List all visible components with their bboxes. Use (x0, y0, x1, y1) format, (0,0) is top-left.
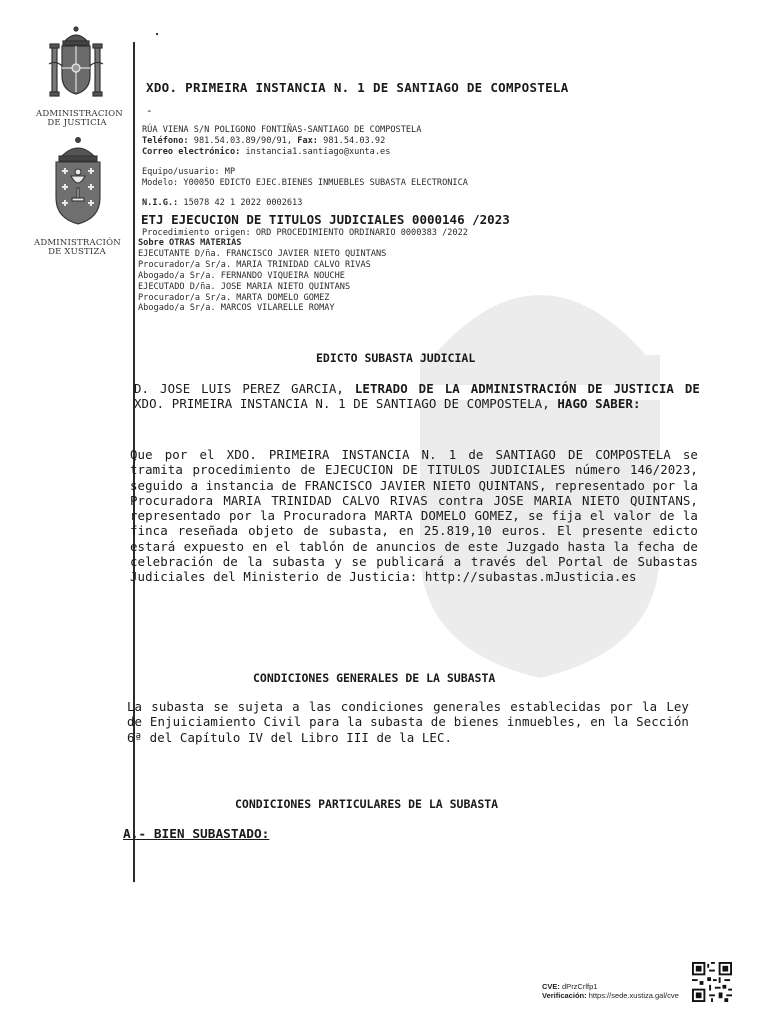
nig-line: N.I.G.: 15078 42 1 2022 0002613 (142, 198, 303, 208)
edicto-body: Que por el XDO. PRIMEIRA INSTANCIA N. 1 de SANTIAGO DE COMPOSTELA se tramita procedimiento de EJECUCION DE TITULOS JUDICIALES número 146/2023, seguido a instancia de FRANCISCO JAVIER NIETO QUINTANS, representado por la Procuradora MARIA TRINIDAD CALVO RIVAS contra JOSE MARIA NIETO QUINTANS, representado por la Procuradora MARTA DOMELO GOMEZ, se fija el valor de la finca reseñada objeto de subasta, en 25.819,10 euros. El presente edicto estará expuesto en el tablón de anuncios de este Juzgado hasta la fecha de celebración de la subasta y se publicará a través del Portal de Subastas Judiciales del Ministerio de Justicia: http://subastas.mJusticia.es (130, 447, 698, 585)
verification-block: CVE: dPrzCrlfp1 Verificación: https://sede.xustiza.gal/cve (542, 982, 679, 1000)
scan-speck (156, 33, 158, 35)
equipo-usuario: Equipo/usuario: MP (142, 167, 236, 177)
party-line: EJECUTANTE D/ña. FRANCISCO JAVIER NIETO QUINTANS (138, 249, 387, 259)
party-line: Procurador/a Sr/a. MARIA TRINIDAD CALVO RIVAS (138, 260, 371, 270)
condiciones-generales-title: CONDICIONES GENERALES DE LA SUBASTA (253, 671, 496, 685)
condiciones-generales-body: La subasta se sujeta a las condiciones generales establecidas por la Ley de Enjuiciamiento Civil para la subasta de bienes inmuebles, en la Sección 6ª del Capítulo IV del Libro III de la LEC. (127, 699, 689, 745)
seal-label-justicia: ADMINISTRACION DE JUSTICIA (36, 109, 123, 128)
court-phone-line: Teléfono: 981.54.03.89/90/91, Fax: 981.54.03.92 (142, 136, 386, 146)
condiciones-particulares-title: CONDICIONES PARTICULARES DE LA SUBASTA (235, 797, 499, 811)
qr-code-icon[interactable] (692, 962, 732, 1002)
seal-label-xustiza: ADMINISTRACIÓN DE XUSTIZA (34, 238, 121, 257)
modelo: Modelo: Y0005O EDICTO EJEC.BIENES INMUEBLES SUBASTA ELECTRONICA (142, 178, 468, 188)
sobre-materias: Sobre OTRAS MATERIAS (138, 238, 242, 248)
court-email-line: Correo electrónico: instancia1.santiago@xunta.es (142, 147, 391, 157)
party-line: Abogado/a Sr/a. MARCOS VILARELLE ROMAY (138, 303, 335, 313)
edicto-intro: D. JOSE LUIS PEREZ GARCIA, LETRADO DE LA ADMINISTRACIÓN DE JUSTICIA DE XDO. PRIMEIRA INSTANCIA N. 1 DE SANTIAGO DE COMPOSTELA, HAGO SABER: (134, 381, 700, 412)
court-name: XDO. PRIMEIRA INSTANCIA N. 1 DE SANTIAGO DE COMPOSTELA (146, 80, 569, 95)
party-line: EJECUTADO D/ña. JOSE MARIA NIETO QUINTANS (138, 282, 351, 292)
header-dash: - (146, 104, 153, 117)
edicto-title: EDICTO SUBASTA JUDICIAL (316, 351, 476, 365)
party-line: Procurador/a Sr/a. MARTA DOMELO GOMEZ (138, 293, 330, 303)
galicia-coat-of-arms-icon (48, 132, 108, 230)
case-title: ETJ EJECUCION DE TITULOS JUDICIALES 0000146 /2023 (141, 212, 510, 227)
party-line: Abogado/a Sr/a. FERNANDO VIQUEIRA NOUCHE (138, 271, 345, 281)
procedure-origin: Procedimiento origen: ORD PROCEDIMIENTO ORDINARIO 0000383 /2022 (142, 228, 468, 238)
spain-coat-of-arms-icon (44, 24, 108, 108)
court-address: RÚA VIENA S/N POLIGONO FONTIÑAS-SANTIAGO DE COMPOSTELA (142, 125, 422, 135)
bien-subastado-heading: A.- BIEN SUBASTADO: (123, 827, 270, 842)
